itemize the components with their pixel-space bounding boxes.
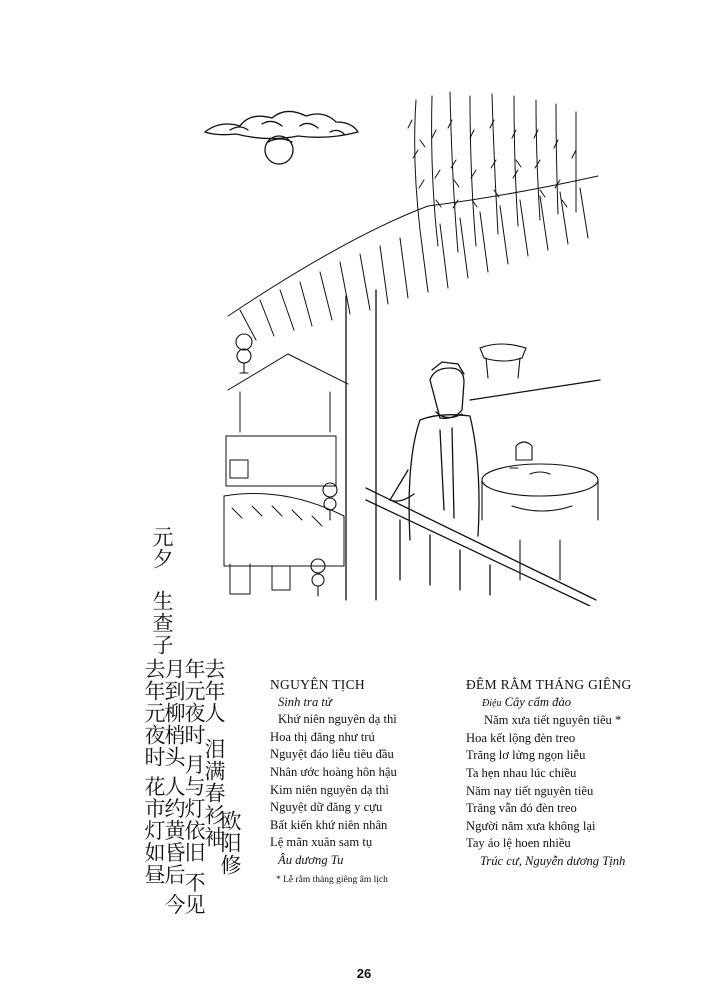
poem-left-line: Khứ niên nguyên dạ thì [278, 712, 397, 727]
poem-right-title: ĐÊM RẰM THÁNG GIÊNG [466, 677, 632, 692]
scholar-figure-drawing [390, 362, 479, 540]
poem-left-line: Hoa thị đăng như trú [270, 729, 375, 744]
poem-right-line: Trăng vẫn đó đèn treo [466, 801, 577, 816]
houses-drawing [224, 354, 348, 594]
lantern-drawings [236, 334, 526, 596]
post-drawing [346, 290, 376, 600]
poem-left [270, 676, 397, 889]
chinese-column-2: 年元夜时 月与灯依旧 不见 [182, 658, 206, 916]
chinese-author: 欧阳修 [218, 810, 242, 876]
chinese-column-4: 去年元夜时 花市灯如昼 [142, 658, 166, 886]
cloud-moon-drawing [205, 111, 358, 164]
poem-right-tune-line [466, 694, 632, 713]
willow-drawing [408, 92, 576, 252]
poem-right-tune-prefix: Điệu [482, 697, 502, 709]
poem-right-line: Năm xưa tiết nguyên tiêu * [484, 713, 622, 728]
chinese-tune: 生查子 [150, 590, 174, 656]
illustration [196, 86, 606, 606]
poem-left-footnote [270, 872, 397, 890]
poem-right-author: Trúc cư, Nguyễn dương Tịnh [480, 853, 626, 868]
chinese-column-1: 去年人 [202, 658, 226, 724]
poem-right-line: Năm nay tiết nguyên tiêu [466, 783, 594, 798]
poem-left-tune: Sinh tra tử [278, 694, 332, 709]
chinese-title: 元夕 [150, 526, 174, 570]
poem-left-line: Nguyệt dữ đăng y cựu [270, 800, 383, 815]
poem-left-line: Bất kiến khứ niên nhân [270, 817, 388, 832]
poem-right-line: Trăng lơ lửng ngọn liễu [466, 748, 586, 763]
poem-right-tune: Cây cẩm đào [504, 694, 572, 709]
table-drawing [482, 442, 598, 580]
page-number: 26 [356, 966, 372, 981]
thatched-roof-drawing [228, 176, 598, 340]
footnote-mark: * [276, 874, 281, 885]
poem-left-line: Kim niên nguyên dạ thì [270, 782, 389, 797]
chinese-column-3: 月到柳梢头 人约黄昏后 今 [162, 658, 186, 916]
chinese-column-1b: 泪满春衫袖 [202, 738, 226, 848]
poem-left-title: NGUYÊN TỊCH [270, 677, 365, 692]
poem-right-line: Hoa kết lộng đèn treo [466, 730, 576, 745]
poem-right [466, 676, 632, 871]
poem-left-line: Nhân ước hoàng hôn hậu [270, 764, 397, 779]
poem-right-line: Ta hẹn nhau lúc chiều [466, 765, 577, 780]
poem-left-author: Âu dương Tu [278, 852, 344, 867]
poem-left-line: Nguyệt đáo liễu tiêu đầu [270, 747, 394, 762]
poem-right-line: Tay áo lệ hoen nhiều [466, 836, 571, 851]
railing-drawing [366, 380, 600, 606]
footnote-text: Lễ rằm tháng giêng âm lịch [283, 874, 388, 885]
poem-right-line: Người năm xưa không lại [466, 818, 596, 833]
poem-left-line: Lệ mãn xuân sam tụ [270, 835, 373, 850]
